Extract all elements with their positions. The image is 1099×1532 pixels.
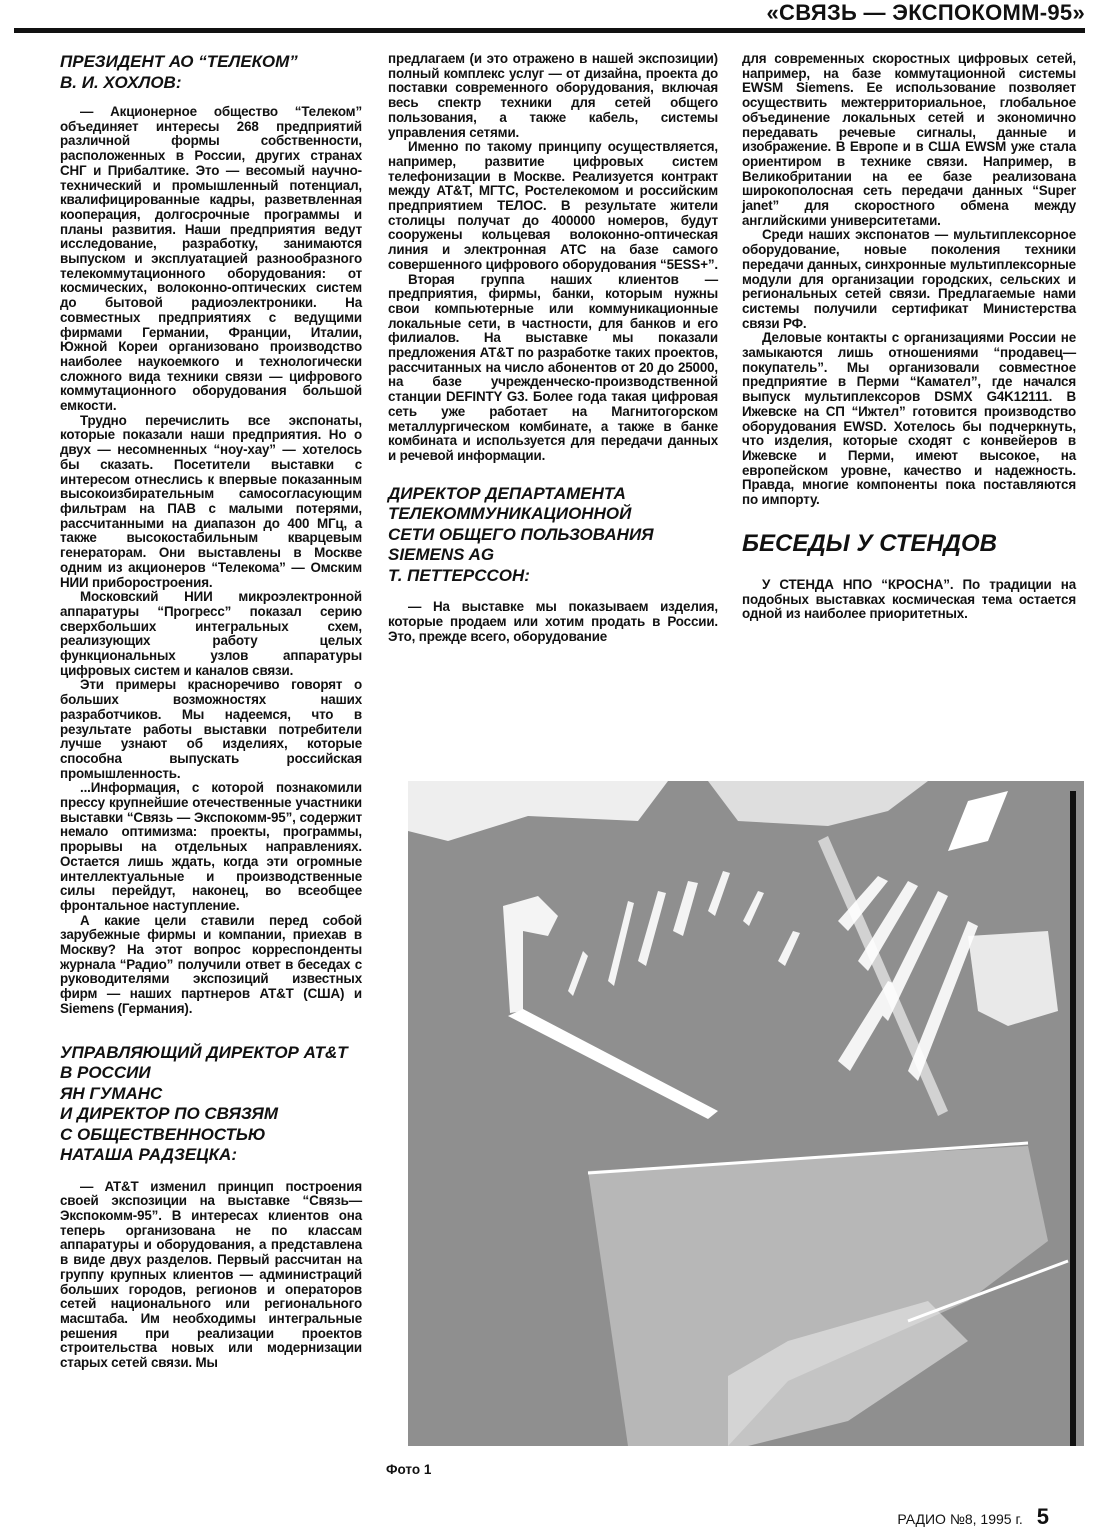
paragraph: Московский НИИ микроэлектронной аппаратуры “Прогресс” показал серию сверхбольших интегральных схем, реализующих работу целых функциональных узлов аппаратуры цифровых систем и каналов связи. (60, 589, 362, 678)
heading-line: ПРЕЗИДЕНТ АО “ТЕЛЕКОМ” (60, 52, 298, 71)
paragraph: Эти примеры красноречиво говорят о больших возможностях наших разработчиков. Мы надеемся, что в результате работы выставки потребители лучше узнают об изделиях, которые способна выпускать российская промышленность. (60, 677, 362, 781)
column-2 (388, 52, 718, 644)
heading-line: В. И. ХОХЛОВ: (60, 72, 182, 92)
photo-1 (408, 781, 1084, 1446)
heading-line: УПРАВЛЯЮЩИЙ ДИРЕКТОР AT&T (60, 1042, 348, 1062)
heading-line: ТЕЛЕКОММУНИКАЦИОННОЙ (388, 504, 632, 524)
page-footer (897, 1504, 1049, 1530)
interview-heading-siemens (388, 484, 718, 587)
heading-line: SIEMENS AG (388, 545, 495, 565)
paragraph: — AT&T изменил принцип построения своей экспозиции на выставке “Связь—Экспокомм-95”. В интересах клиентов она теперь организована не по классам аппаратуры и оборудования, а представлена в виде двух разделов. Первый рассчитан на группу крупных клиентов — администраций больших городов, регионов и операторов сетей национального или регионального масштаба. Им необходимы интегральные решения при реализации проектов строительства новых или модернизации старых сетей связи. Мы (60, 1178, 362, 1371)
paragraph: Вторая группа наших клиентов — предприятия, фирмы, банки, которым нужны свои компьютерные или коммуникационные локальные сети, в частности, для банков и его филиалов. На выставке мы показали предложения AT&T по разработке таких проектов, рассчитанных на число абонентов от 20 до 25000, на базе учрежденческо-производственной станции DEFINTY G3. Более года такая цифровая сеть уже работает на Магнитогорском металлургическом комбинате, а также в банке комбината и используется для передачи данных и речевой информации. (388, 271, 718, 463)
interview-heading-att (60, 1043, 362, 1166)
heading-line: ДИРЕКТОР ДЕПАРТАМЕНТА (388, 483, 626, 503)
paragraph: А какие цели ставили перед собой зарубежные фирмы и компании, приехав в Москву? На этот вопрос корреспонденты журнала “Радио” получили ответ в беседах с руководителями экспозиций известных фирм — наших партнеров AT&T (США) и Siemens (Германия). (60, 912, 362, 1016)
paragraph: предлагаем (и это отражено в нашей экспозиции) полный комплекс услуг — от дизайна, проекта до поставки современного оборудования, включая весь спектр техники для сетей общего пользования, а также кабель, системы управления сетями. (388, 51, 718, 140)
heading-line: С ОБЩЕСТВЕННОСТЬЮ (60, 1124, 266, 1144)
heading-line: В РОССИИ (60, 1063, 151, 1083)
issue-label: РАДИО №8, 1995 г. (897, 1511, 1023, 1527)
paragraph: Трудно перечислить все экспонаты, которые показали наши предприятия. Но о двух — несомненных “ноу-хау” — хотелось бы сказать. Посетители выставки с интересом отнеслись к впервые показанным высокоизбирательным самосогласующим фильтрам на ПАВ с малыми потерями, рассчитанными на диапазон до 400 МГц, а также высокостабильным кварцевым генераторам. Они выставлены в Москве одним из акционеров “Телекома” — Омским НИИ приборостроения. (60, 412, 362, 590)
paragraph: — На выставке мы показываем изделия, которые продаем или хотим продать в России. Это, прежде всего, оборудование (388, 599, 718, 644)
header-rule (14, 28, 1085, 33)
paragraph: Именно по такому принципу осуществляется, например, развитие цифровых систем телефонизации в Москве. Реализуется контракт между AT&T, МГТС, Ростелекомом и российским предприятием ТЕЛОС. В результате жители столицы получат до 400000 номеров, будут сооружены кольцевая волоконно-оптическая линия и электронная АТС на базе самого совершенного цифрового оборудования “5ESS+”. (388, 139, 719, 272)
section-heading-stands: БЕСЕДЫ У СТЕНДОВ (742, 529, 998, 557)
paragraph: ...Информация, с которой познакомили прессу крупнейшие отечественные участники выставки “Связь — Экспокомм-95”, содержит немало оптимизма: проекты, программы, прорывы на отдельных направлениях. Остается лишь ждать, когда эти огромные интеллектуальные и производственные силы перейдут, наконец, во всеобщее фронтальное наступление. (60, 780, 362, 913)
photo-illustration (408, 781, 1084, 1446)
interview-heading-telecom (60, 52, 362, 93)
page-number: 5 (1036, 1504, 1049, 1529)
section-title: «СВЯЗЬ — ЭКСПОКОММ-95» (766, 0, 1085, 25)
paragraph: — Акционерное общество “Телеком” объединяет интересы 268 предприятий различной формы собственности, расположенных в России, других странах СНГ и Прибалтике. Это — весомый научно-технический и промышленный потенциал, квалифицированные кадры, разветвленная кооперация, долгосрочные программы и планы развития. Наши предприятия ведут исследование, разработку, занимаются выпуском и эксплуатацией разнообразного телекоммутационного оборудования: от космических, волоконно-оптических систем до бытовой радиоэлектроники. На совместных предприятиях с ведущими фирмами Германии, Франции, Италии, Южной Кореи организовано производство наиболее наукоемкого и технологически сложного вида техники связи — цифрового коммутационного оборудования большой емкости. (60, 104, 362, 414)
heading-line: СЕТИ ОБЩЕГО ПОЛЬЗОВАНИЯ (388, 524, 654, 544)
paragraph: Среди наших экспонатов — мультиплексорное оборудование, новые поколения техники передачи данных, синхронные мультиплексорные модули для организации городских, сельских и региональных сетей связи. Предлагаемые нами системы получили сертификат Министерства связи РФ. (742, 227, 1076, 331)
paragraph: У СТЕНДА НПО “КРОСНА”. По традиции на подобных выставках космическая тема остается одной из наиболее приоритетных. (742, 576, 1076, 622)
photo-border-right (1070, 791, 1076, 1446)
column-1 (60, 52, 362, 1371)
column-3 (742, 52, 1076, 622)
heading-line: И ДИРЕКТОР ПО СВЯЗЯМ (60, 1104, 278, 1124)
heading-line: Т. ПЕТТЕРССОН: (388, 565, 530, 585)
heading-line: ЯН ГУМАНС (60, 1083, 163, 1103)
paragraph: для современных скоростных цифровых сетей, например, на базе коммутационной системы EWSM Siemens. Ее использование позволяет осуществить межтерриториальное, глобальное объединение локальных сетей и экономично передавать речевые сигналы, данные и изображение. В Европе и в США EWSM уже стала ориентиром в технике связи. Например, в Великобритании на ее базе реализована широкополосная сеть передачи данных “Super janet” для скоростного обмена между английскими университетами. (742, 51, 1076, 228)
photo-caption: Фото 1 (386, 1462, 432, 1477)
photo-equipment (968, 931, 1058, 1026)
heading-line: НАТАША РАДЗЕЦКА: (60, 1145, 237, 1165)
paragraph: Деловые контакты с организациями России не замыкаются лишь отношениями “продавец—покупатель”. Мы организовали совместное предприятие в Перми “Камател”, где начался выпуск мультиплексоров DSMX G4K12111. В Ижевске на СП “Ижтел” готовится производство оборудования EWSD. Хотелось бы подчеркнуть, что изделия, которые сходят с конвейеров в Ижевске и Перми, имеют высокое, на европейском уровне, качество и надежность. Правда, многие компоненты пока поставляются по импорту. (742, 330, 1076, 508)
